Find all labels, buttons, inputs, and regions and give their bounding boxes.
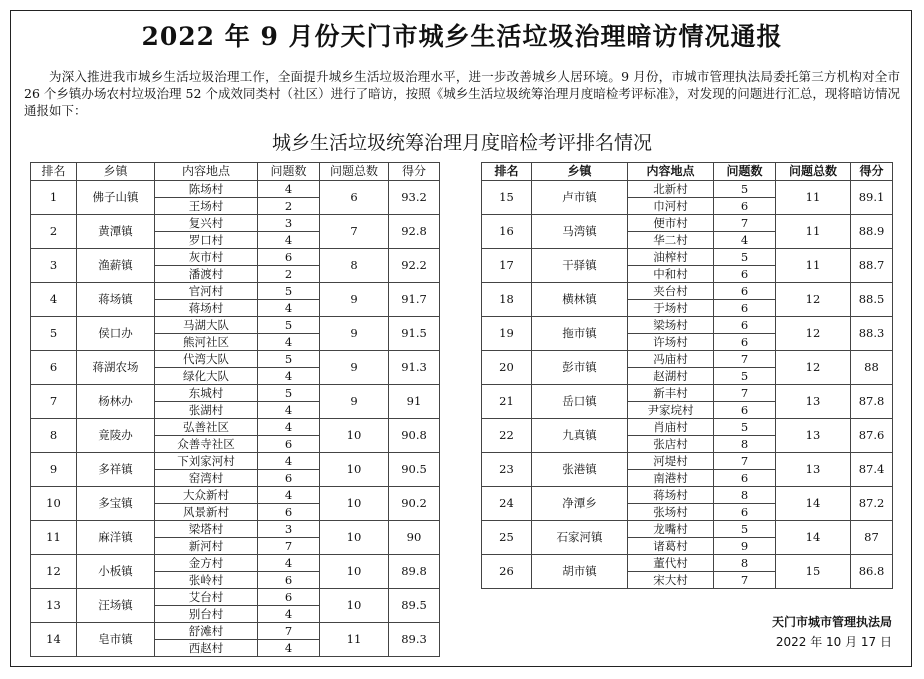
score-cell: 92.8	[389, 215, 440, 249]
ranking-table-right	[481, 162, 893, 589]
site-cell: 王场村	[155, 198, 258, 215]
site-cell: 众善寺社区	[155, 436, 258, 453]
site-cell: 中和村	[628, 266, 714, 283]
table-row	[31, 555, 440, 572]
score-cell: 87.8	[851, 385, 893, 419]
issue-date: 2022 年 10 月 17 日	[775, 635, 892, 649]
site-cell: 董代村	[628, 555, 714, 572]
issue-count-cell: 8	[714, 487, 776, 504]
table-row	[482, 521, 893, 538]
issue-count-cell: 4	[258, 419, 320, 436]
table-row	[31, 623, 440, 640]
issue-count-cell: 6	[258, 470, 320, 487]
table-row	[482, 351, 893, 368]
issue-count-cell: 6	[258, 504, 320, 521]
site-cell: 绿化大队	[155, 368, 258, 385]
site-cell: 蒋场村	[628, 487, 714, 504]
table-row	[31, 589, 440, 606]
rank-cell: 15	[482, 181, 532, 215]
issue-count-cell: 5	[714, 368, 776, 385]
town-cell: 侯口办	[77, 317, 155, 351]
issue-count-cell: 6	[714, 470, 776, 487]
site-cell: 灰市村	[155, 249, 258, 266]
site-cell: 尹家垸村	[628, 402, 714, 419]
issue-count-cell: 6	[714, 198, 776, 215]
issue-count-cell: 4	[258, 300, 320, 317]
table-row	[31, 521, 440, 538]
town-cell: 彭市镇	[532, 351, 628, 385]
issue-total-cell: 14	[776, 521, 851, 555]
site-cell: 风景新村	[155, 504, 258, 521]
issue-total-cell: 12	[776, 317, 851, 351]
issue-count-cell: 6	[714, 300, 776, 317]
site-cell: 张店村	[628, 436, 714, 453]
site-cell: 金方村	[155, 555, 258, 572]
rank-cell: 21	[482, 385, 532, 419]
issue-total-cell: 10	[320, 453, 389, 487]
town-cell: 蒋场镇	[77, 283, 155, 317]
site-cell: 梁塔村	[155, 521, 258, 538]
issue-total-cell: 11	[776, 249, 851, 283]
site-cell: 西赵村	[155, 640, 258, 657]
issue-total-cell: 12	[776, 351, 851, 385]
issue-total-cell: 11	[320, 623, 389, 657]
town-cell: 竟陵办	[77, 419, 155, 453]
site-cell: 于场村	[628, 300, 714, 317]
town-cell: 佛子山镇	[77, 181, 155, 215]
issue-total-cell: 10	[320, 555, 389, 589]
score-cell: 89.8	[389, 555, 440, 589]
town-cell: 蒋湖农场	[77, 351, 155, 385]
signature-block	[772, 612, 892, 652]
rank-cell: 22	[482, 419, 532, 453]
score-cell: 90.5	[389, 453, 440, 487]
header-site: 内容地点	[155, 163, 258, 181]
score-cell: 89.1	[851, 181, 893, 215]
site-cell: 赵湖村	[628, 368, 714, 385]
issue-count-cell: 5	[258, 317, 320, 334]
table-row	[31, 249, 440, 266]
site-cell: 油榨村	[628, 249, 714, 266]
site-cell: 陈场村	[155, 181, 258, 198]
issue-total-cell: 9	[320, 283, 389, 317]
site-cell: 河堤村	[628, 453, 714, 470]
issue-count-cell: 7	[714, 385, 776, 402]
issue-count-cell: 4	[258, 368, 320, 385]
table-row	[482, 181, 893, 198]
issue-count-cell: 7	[258, 623, 320, 640]
issue-count-cell: 4	[258, 640, 320, 657]
rank-cell: 11	[31, 521, 77, 555]
town-cell: 汪场镇	[77, 589, 155, 623]
table-header-row	[31, 163, 440, 181]
site-cell: 弘善社区	[155, 419, 258, 436]
issue-total-cell: 15	[776, 555, 851, 589]
table-row	[31, 453, 440, 470]
town-cell: 张港镇	[532, 453, 628, 487]
score-cell: 86.8	[851, 555, 893, 589]
town-cell: 横林镇	[532, 283, 628, 317]
town-cell: 卢市镇	[532, 181, 628, 215]
table-header-row	[482, 163, 893, 181]
score-cell: 89.5	[389, 589, 440, 623]
issue-total-cell: 10	[320, 589, 389, 623]
table-subtitle: 城乡生活垃圾统筹治理月度暗检考评排名情况	[271, 132, 652, 154]
header-score: 得分	[851, 163, 893, 181]
town-cell: 拖市镇	[532, 317, 628, 351]
ranking-table-left	[30, 162, 440, 657]
town-cell: 石家河镇	[532, 521, 628, 555]
issue-count-cell: 8	[714, 555, 776, 572]
issue-count-cell: 5	[714, 181, 776, 198]
issue-count-cell: 8	[714, 436, 776, 453]
issue-count-cell: 4	[258, 453, 320, 470]
rank-cell: 20	[482, 351, 532, 385]
site-cell: 梁场村	[628, 317, 714, 334]
rank-cell: 8	[31, 419, 77, 453]
issue-count-cell: 6	[714, 317, 776, 334]
score-cell: 87.4	[851, 453, 893, 487]
issue-count-cell: 2	[258, 266, 320, 283]
issue-count-cell: 4	[714, 232, 776, 249]
issue-count-cell: 6	[714, 402, 776, 419]
issue-count-cell: 3	[258, 521, 320, 538]
score-cell: 89.3	[389, 623, 440, 657]
town-cell: 皂市镇	[77, 623, 155, 657]
town-cell: 麻洋镇	[77, 521, 155, 555]
issue-total-cell: 9	[320, 385, 389, 419]
rank-cell: 5	[31, 317, 77, 351]
site-cell: 别台村	[155, 606, 258, 623]
header-issue-total: 问题总数	[320, 163, 389, 181]
score-cell: 88.9	[851, 215, 893, 249]
score-cell: 92.2	[389, 249, 440, 283]
rank-cell: 12	[31, 555, 77, 589]
header-issue-count: 问题数	[258, 163, 320, 181]
issue-count-cell: 7	[714, 572, 776, 589]
issue-count-cell: 2	[258, 198, 320, 215]
page-title: 2022 年 9 月份天门市城乡生活垃圾治理暗访情况通报	[141, 22, 783, 51]
site-cell: 东城村	[155, 385, 258, 402]
issue-count-cell: 5	[258, 385, 320, 402]
issue-total-cell: 13	[776, 385, 851, 419]
table-row	[31, 351, 440, 368]
issue-total-cell: 12	[776, 283, 851, 317]
header-issue-total: 问题总数	[776, 163, 851, 181]
rank-cell: 1	[31, 181, 77, 215]
site-cell: 肖庙村	[628, 419, 714, 436]
table-row	[482, 419, 893, 436]
issue-count-cell: 4	[258, 232, 320, 249]
site-cell: 马湖大队	[155, 317, 258, 334]
table-row	[482, 317, 893, 334]
header-score: 得分	[389, 163, 440, 181]
town-cell: 多祥镇	[77, 453, 155, 487]
header-rank: 排名	[31, 163, 77, 181]
score-cell: 88.5	[851, 283, 893, 317]
score-cell: 87.2	[851, 487, 893, 521]
site-cell: 窑湾村	[155, 470, 258, 487]
score-cell: 91.7	[389, 283, 440, 317]
site-cell: 夹台村	[628, 283, 714, 300]
issue-total-cell: 6	[320, 181, 389, 215]
table-row	[31, 317, 440, 334]
rank-cell: 13	[31, 589, 77, 623]
site-cell: 艾台村	[155, 589, 258, 606]
score-cell: 91.3	[389, 351, 440, 385]
issue-count-cell: 6	[258, 436, 320, 453]
issue-total-cell: 8	[320, 249, 389, 283]
table-row	[31, 419, 440, 436]
site-cell: 北新村	[628, 181, 714, 198]
table-row	[31, 181, 440, 198]
issue-count-cell: 7	[714, 351, 776, 368]
site-cell: 张岭村	[155, 572, 258, 589]
rank-cell: 7	[31, 385, 77, 419]
issue-count-cell: 4	[258, 402, 320, 419]
rank-cell: 3	[31, 249, 77, 283]
score-cell: 90	[389, 521, 440, 555]
issue-total-cell: 10	[320, 521, 389, 555]
table-row	[482, 487, 893, 504]
town-cell: 小板镇	[77, 555, 155, 589]
issue-count-cell: 5	[258, 351, 320, 368]
site-cell: 便市村	[628, 215, 714, 232]
site-cell: 宋大村	[628, 572, 714, 589]
issue-count-cell: 9	[714, 538, 776, 555]
score-cell: 87.6	[851, 419, 893, 453]
site-cell: 舒滩村	[155, 623, 258, 640]
site-cell: 巾河村	[628, 198, 714, 215]
site-cell: 龙嘴村	[628, 521, 714, 538]
issue-count-cell: 4	[258, 487, 320, 504]
issue-total-cell: 11	[776, 215, 851, 249]
site-cell: 许场村	[628, 334, 714, 351]
rank-cell: 18	[482, 283, 532, 317]
issue-count-cell: 3	[258, 215, 320, 232]
intro-paragraph: 为深入推进我市城乡生活垃圾治理工作，全面提升城乡生活垃圾治理水平，进一步改善城乡人居环境。9 月份，市城市管理执法局委托第三方机构对全市 26 个乡镇办场农村垃圾治理 52 个成效同类村（社区）进行了暗访，按照《城乡生活垃圾统筹治理月度暗检考评标准》，对发现的问题进行汇总，现将暗访情况通报如下：	[24, 69, 900, 118]
rank-cell: 25	[482, 521, 532, 555]
issue-count-cell: 5	[714, 521, 776, 538]
issue-count-cell: 7	[714, 453, 776, 470]
table-row	[482, 283, 893, 300]
score-cell: 90.2	[389, 487, 440, 521]
town-cell: 岳口镇	[532, 385, 628, 419]
issue-count-cell: 6	[714, 504, 776, 521]
issue-count-cell: 6	[714, 283, 776, 300]
issue-count-cell: 6	[258, 249, 320, 266]
rank-cell: 9	[31, 453, 77, 487]
issue-count-cell: 6	[714, 334, 776, 351]
site-cell: 熊河社区	[155, 334, 258, 351]
site-cell: 张湖村	[155, 402, 258, 419]
header-site: 内容地点	[628, 163, 714, 181]
rank-cell: 24	[482, 487, 532, 521]
score-cell: 91.5	[389, 317, 440, 351]
site-cell: 诸葛村	[628, 538, 714, 555]
rank-cell: 4	[31, 283, 77, 317]
rank-cell: 14	[31, 623, 77, 657]
score-cell: 90.8	[389, 419, 440, 453]
score-cell: 88.3	[851, 317, 893, 351]
table-row	[482, 453, 893, 470]
issue-count-cell: 4	[258, 555, 320, 572]
issuing-organization: 天门市城市管理执法局	[771, 615, 892, 629]
issue-count-cell: 7	[258, 538, 320, 555]
town-cell: 九真镇	[532, 419, 628, 453]
town-cell: 马湾镇	[532, 215, 628, 249]
issue-count-cell: 7	[714, 215, 776, 232]
header-rank: 排名	[482, 163, 532, 181]
issue-total-cell: 7	[320, 215, 389, 249]
site-cell: 罗口村	[155, 232, 258, 249]
issue-count-cell: 5	[714, 249, 776, 266]
issue-count-cell: 4	[258, 181, 320, 198]
rank-cell: 23	[482, 453, 532, 487]
rank-cell: 16	[482, 215, 532, 249]
table-row	[31, 215, 440, 232]
issue-count-cell: 6	[258, 589, 320, 606]
site-cell: 新丰村	[628, 385, 714, 402]
site-cell: 潘渡村	[155, 266, 258, 283]
site-cell: 南港村	[628, 470, 714, 487]
site-cell: 新河村	[155, 538, 258, 555]
score-cell: 87	[851, 521, 893, 555]
table-row	[31, 487, 440, 504]
site-cell: 张场村	[628, 504, 714, 521]
score-cell: 88.7	[851, 249, 893, 283]
site-cell: 大众新村	[155, 487, 258, 504]
site-cell: 冯庙村	[628, 351, 714, 368]
table-row	[482, 555, 893, 572]
issue-total-cell: 10	[320, 419, 389, 453]
rank-cell: 10	[31, 487, 77, 521]
issue-count-cell: 5	[714, 419, 776, 436]
table-row	[482, 385, 893, 402]
issue-count-cell: 6	[714, 266, 776, 283]
town-cell: 干驿镇	[532, 249, 628, 283]
issue-count-cell: 4	[258, 334, 320, 351]
issue-total-cell: 13	[776, 453, 851, 487]
town-cell: 多宝镇	[77, 487, 155, 521]
town-cell: 胡市镇	[532, 555, 628, 589]
site-cell: 下刘家河村	[155, 453, 258, 470]
table-row	[31, 283, 440, 300]
town-cell: 黄潭镇	[77, 215, 155, 249]
issue-count-cell: 4	[258, 606, 320, 623]
town-cell: 渔薪镇	[77, 249, 155, 283]
rank-cell: 19	[482, 317, 532, 351]
header-town: 乡镇	[77, 163, 155, 181]
issue-total-cell: 9	[320, 351, 389, 385]
rank-cell: 17	[482, 249, 532, 283]
rank-cell: 6	[31, 351, 77, 385]
site-cell: 华二村	[628, 232, 714, 249]
issue-total-cell: 11	[776, 181, 851, 215]
score-cell: 88	[851, 351, 893, 385]
score-cell: 93.2	[389, 181, 440, 215]
rank-cell: 2	[31, 215, 77, 249]
issue-count-cell: 6	[258, 572, 320, 589]
score-cell: 91	[389, 385, 440, 419]
header-town: 乡镇	[532, 163, 628, 181]
town-cell: 杨林办	[77, 385, 155, 419]
site-cell: 官河村	[155, 283, 258, 300]
issue-total-cell: 10	[320, 487, 389, 521]
site-cell: 代湾大队	[155, 351, 258, 368]
table-row	[482, 215, 893, 232]
header-issue-count: 问题数	[714, 163, 776, 181]
table-row	[31, 385, 440, 402]
site-cell: 复兴村	[155, 215, 258, 232]
table-row	[482, 249, 893, 266]
site-cell: 蒋场村	[155, 300, 258, 317]
rank-cell: 26	[482, 555, 532, 589]
issue-total-cell: 13	[776, 419, 851, 453]
issue-count-cell: 5	[258, 283, 320, 300]
town-cell: 净潭乡	[532, 487, 628, 521]
issue-total-cell: 9	[320, 317, 389, 351]
issue-total-cell: 14	[776, 487, 851, 521]
